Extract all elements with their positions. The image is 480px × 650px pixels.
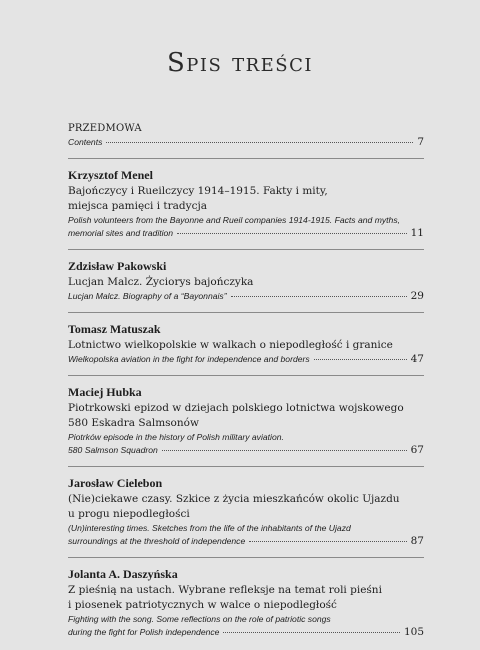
english-title-line: Piotrków episode in the history of Polish military aviation.	[68, 432, 284, 442]
page-number: 7	[417, 136, 424, 148]
english-title-line: Polish volunteers from the Bayonne and Rueil companies 1914-1915. Facts and myths,	[68, 215, 401, 225]
toc-entry[interactable]	[68, 313, 424, 375]
english-title-line: (Un)interesting times. Sketches from the life of the inhabitants of the Ujazd	[68, 523, 351, 533]
dot-leader	[162, 450, 407, 451]
toc-entry-preface[interactable]	[68, 121, 424, 158]
toc-line	[68, 136, 424, 149]
author-name: Maciej Hubka	[68, 385, 142, 399]
toc-entry[interactable]	[68, 250, 424, 312]
author-name: Jolanta A. Daszyńska	[68, 567, 178, 581]
toc-line	[68, 626, 424, 639]
polish-title-line: miejsca pamięci i tradycja	[68, 200, 207, 212]
toc-line	[68, 444, 424, 457]
dot-leader	[223, 632, 400, 633]
page-number: 11	[410, 227, 424, 239]
polish-title-line: Z pieśnią na ustach. Wybrane refleksje na temat roli pieśni	[68, 584, 382, 596]
toc-entry[interactable]	[68, 376, 424, 466]
polish-title-line: u progu niepodległości	[68, 508, 190, 520]
dot-leader	[249, 541, 406, 542]
dot-leader	[314, 359, 407, 360]
polish-title-line: Lucjan Malcz. Życiorys bajończyka	[68, 276, 254, 288]
polish-title-line: (Nie)ciekawe czasy. Szkice z życia mieszkańców okolic Ujazdu	[68, 493, 400, 505]
page-title: Spis treści	[166, 48, 314, 78]
toc-entry[interactable]	[68, 558, 424, 648]
english-title-line: Lucjan Malcz. Biography of a “Bayonnais”	[68, 291, 227, 301]
toc-line	[68, 227, 424, 240]
dot-leader	[177, 233, 407, 234]
dot-leader	[106, 142, 413, 143]
page-number: 47	[410, 353, 424, 365]
author-name: Krzysztof Menel	[68, 168, 153, 182]
toc-line	[68, 535, 424, 548]
english-title-line: surroundings at the threshold of independence	[68, 536, 246, 546]
author-name: Tomasz Matuszak	[68, 322, 161, 336]
author-name: Zdzisław Pakowski	[68, 259, 167, 273]
preface-heading: PRZEDMOWA	[68, 123, 142, 134]
toc-line	[68, 353, 424, 366]
english-title-line: Wielkopolska aviation in the fight for independence and borders	[68, 354, 310, 364]
page-number: 29	[410, 290, 424, 302]
polish-title-line: Piotrkowski epizod w dziejach polskiego lotnictwa wojskowego	[68, 402, 404, 414]
polish-title-line: Bajończycy i Rueilczycy 1914–1915. Fakty i mity,	[68, 185, 328, 197]
polish-title-line: Lotnictwo wielkopolskie w walkach o niepodległość i granice	[68, 339, 393, 351]
polish-title-line: 580 Eskadra Salmsonów	[68, 417, 199, 429]
page-number: 87	[410, 535, 424, 547]
english-title-line: memorial sites and tradition	[68, 228, 174, 238]
author-name: Jarosław Cielebon	[68, 476, 163, 490]
english-title-line: during the fight for Polish independence	[68, 627, 220, 637]
page-number: 105	[403, 626, 424, 638]
table-of-contents	[68, 121, 424, 648]
toc-line	[68, 290, 424, 303]
english-title-line: 580 Salmson Squadron	[68, 445, 158, 455]
toc-entry[interactable]	[68, 159, 424, 249]
toc-entry[interactable]	[68, 467, 424, 557]
polish-title-line: i piosenek patriotycznych w walce o niepodległość	[68, 599, 337, 611]
page-number: 67	[410, 444, 424, 456]
dot-leader	[231, 296, 407, 297]
preface-english-title: Contents	[68, 137, 103, 147]
english-title-line: Fighting with the song. Some reflections on the role of patriotic songs	[68, 614, 331, 624]
